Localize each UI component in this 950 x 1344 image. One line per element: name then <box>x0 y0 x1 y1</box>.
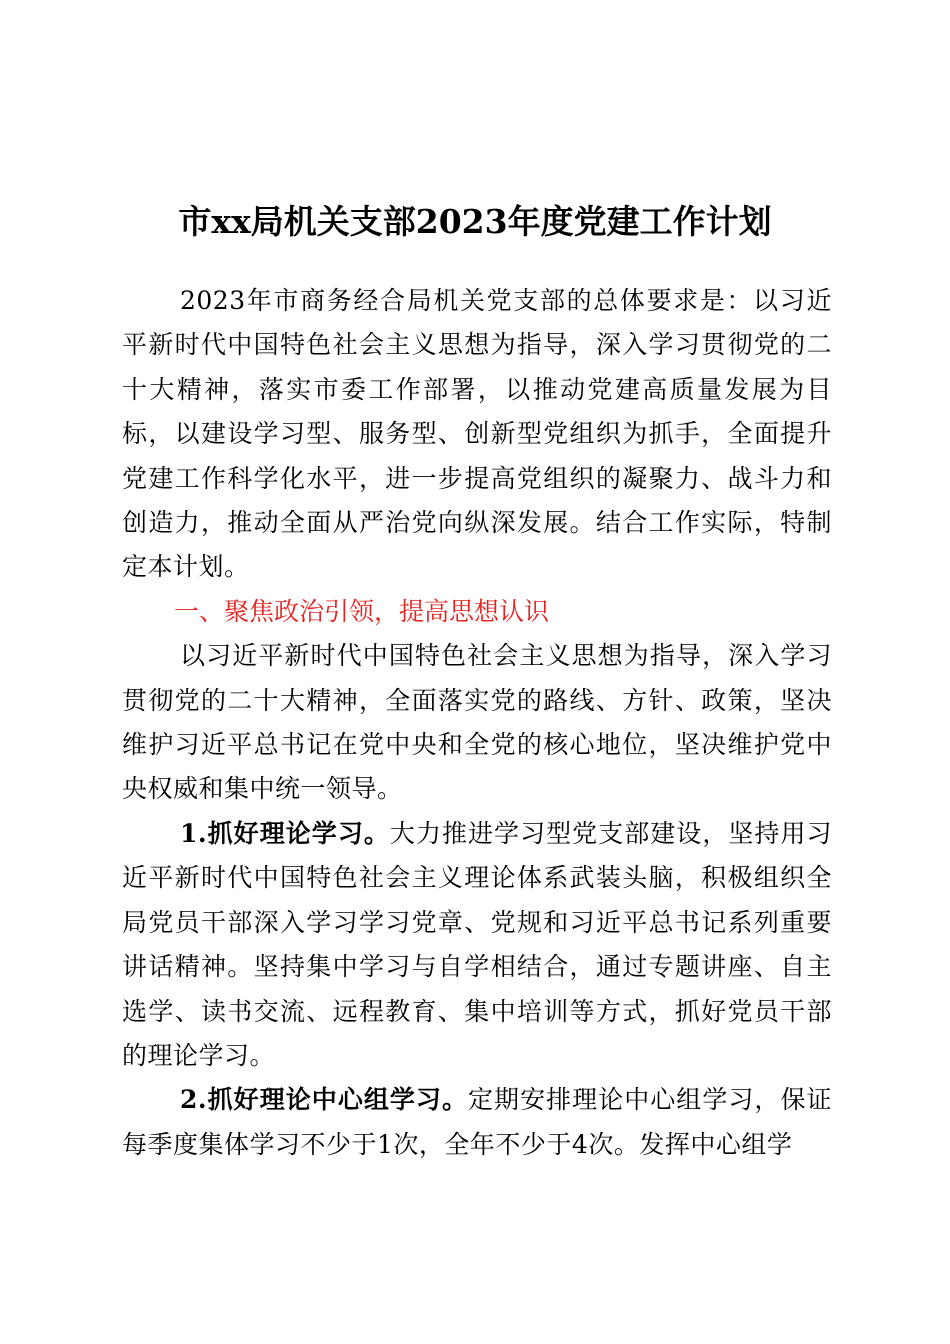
document-title: 市xx局机关支部2023年度党建工作计划 <box>178 202 772 241</box>
list-item <box>122 1078 832 1167</box>
item-text: 大力推进学习型党支部建设，坚持用习近平新时代中国特色社会主义理论体系武装头脑，积极组织全局党员干部深入学习学习党章、党规和习近平总书记系列重要讲话精神。坚持集中学习与自学相结合，通过专题讲座、自主选学、读书交流、远程教育、集中培训等方式，抓好党员干部的理论学习。 <box>122 818 832 1070</box>
section-heading: 一、聚焦政治引领，提高思想认识 <box>174 596 550 626</box>
item-text: 定期安排理论中心组学习，保证每季度集体学习不少于1次，全年不少于4次。发挥中心组学 <box>122 1085 832 1159</box>
item-lead: 2.抓好理论中心组学习。 <box>180 1085 469 1115</box>
list-item <box>122 812 832 1078</box>
document-body <box>122 279 832 1167</box>
section-paragraph: 以习近平新时代中国特色社会主义思想为指导，深入学习贯彻党的二十大精神，全面落实党的路线、方针、政策，坚决维护习近平总书记在党中央和全党的核心地位，坚决维护党中央权威和集中统一领导。 <box>122 641 832 804</box>
intro-paragraph: 2023年市商务经合局机关党支部的总体要求是：以习近平新时代中国特色社会主义思想为指导，深入学习贯彻党的二十大精神，落实市委工作部署，以推动党建高质量发展为目标，以建设学习型、服务型、创新型党组织为抓手，全面提升党建工作科学化水平，进一步提高党组织的凝聚力、战斗力和创造力，推动全面从严治党向纵深发展。结合工作实际，特制定本计划。 <box>122 286 832 582</box>
item-lead: 1.抓好理论学习。 <box>180 818 390 848</box>
